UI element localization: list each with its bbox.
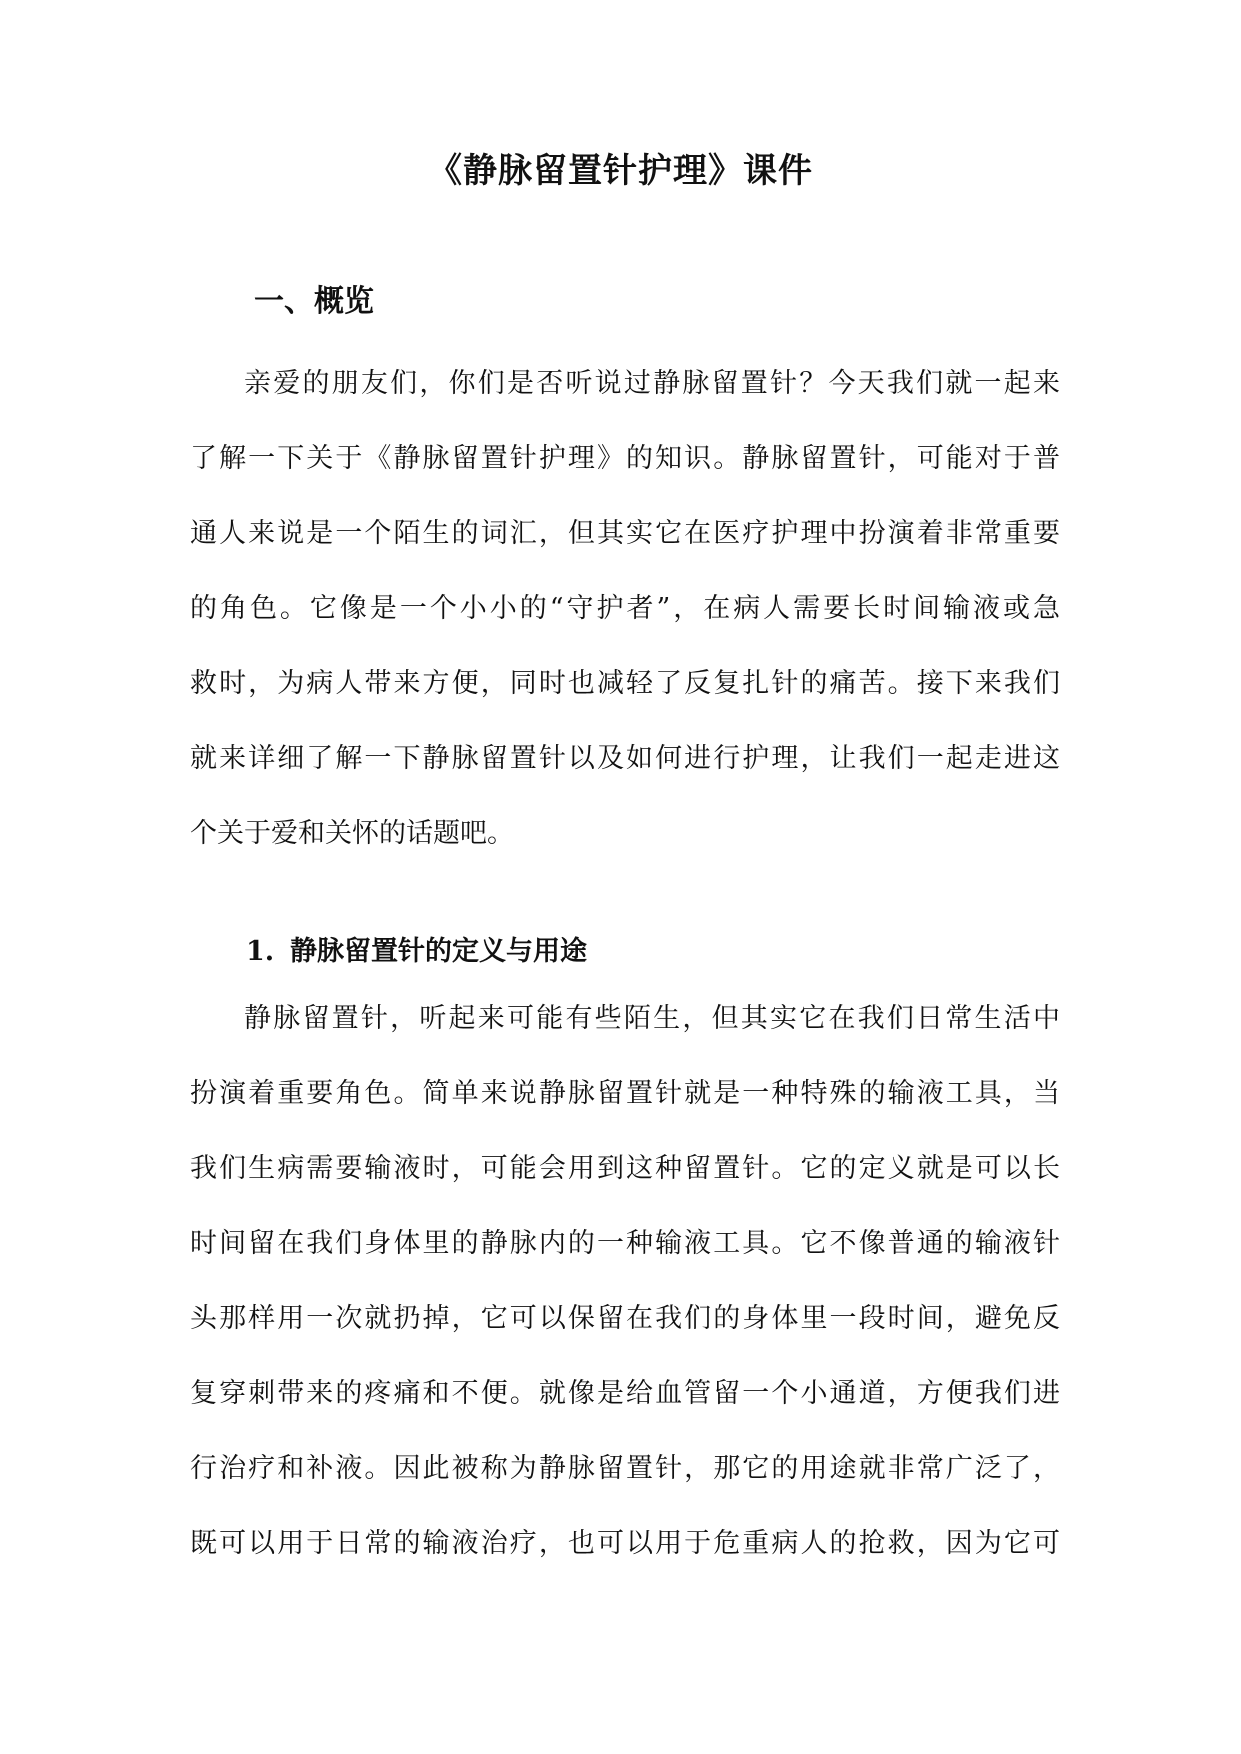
overview-paragraph: [190, 346, 1060, 871]
section-heading-overview: 一、概览: [254, 284, 374, 319]
paragraph-line: 扮演着重要角色。简单来说静脉留置针就是一种特殊的输液工具，当: [190, 1078, 1060, 1109]
paragraph-line: 个关于爱和关怀的话题吧。: [190, 818, 514, 849]
paragraph-line: 我们生病需要输液时，可能会用到这种留置针。它的定义就是可以长: [190, 1153, 1060, 1184]
paragraph-line: 亲爱的朋友们，你们是否听说过静脉留置针？今天我们就一起来: [244, 368, 1060, 399]
definition-paragraph: [190, 981, 1060, 1581]
paragraph-line: 时间留在我们身体里的静脉内的一种输液工具。它不像普通的输液针: [190, 1228, 1060, 1259]
paragraph-line: 通人来说是一个陌生的词汇，但其实它在医疗护理中扮演着非常重要: [190, 518, 1060, 549]
paragraph-line: 既可以用于日常的输液治疗，也可以用于危重病人的抢救，因为它可: [190, 1528, 1060, 1559]
paragraph-line: 了解一下关于《静脉留置针护理》的知识。静脉留置针，可能对于普: [190, 443, 1060, 474]
document-title: 《静脉留置针护理》课件: [428, 151, 813, 191]
paragraph-line: 静脉留置针，听起来可能有些陌生，但其实它在我们日常生活中: [244, 1003, 1060, 1034]
paragraph-line: 的角色。它像是一个小小的“守护者”，在病人需要长时间输液或急: [190, 593, 1060, 624]
paragraph-line: 头那样用一次就扔掉，它可以保留在我们的身体里一段时间，避免反: [190, 1303, 1060, 1334]
subsection-title: 静脉留置针的定义与用途: [290, 936, 587, 967]
paragraph-line: 就来详细了解一下静脉留置针以及如何进行护理，让我们一起走进这: [190, 743, 1060, 774]
paragraph-line: 救时，为病人带来方便，同时也减轻了反复扎针的痛苦。接下来我们: [190, 668, 1060, 699]
paragraph-line: 复穿刺带来的疼痛和不便。就像是给血管留一个小通道，方便我们进: [190, 1378, 1060, 1409]
subsection-number: 1.: [246, 936, 275, 967]
paragraph-line: 行治疗和补液。因此被称为静脉留置针，那它的用途就非常广泛了，: [190, 1453, 1060, 1484]
subsection-heading: [246, 928, 587, 976]
